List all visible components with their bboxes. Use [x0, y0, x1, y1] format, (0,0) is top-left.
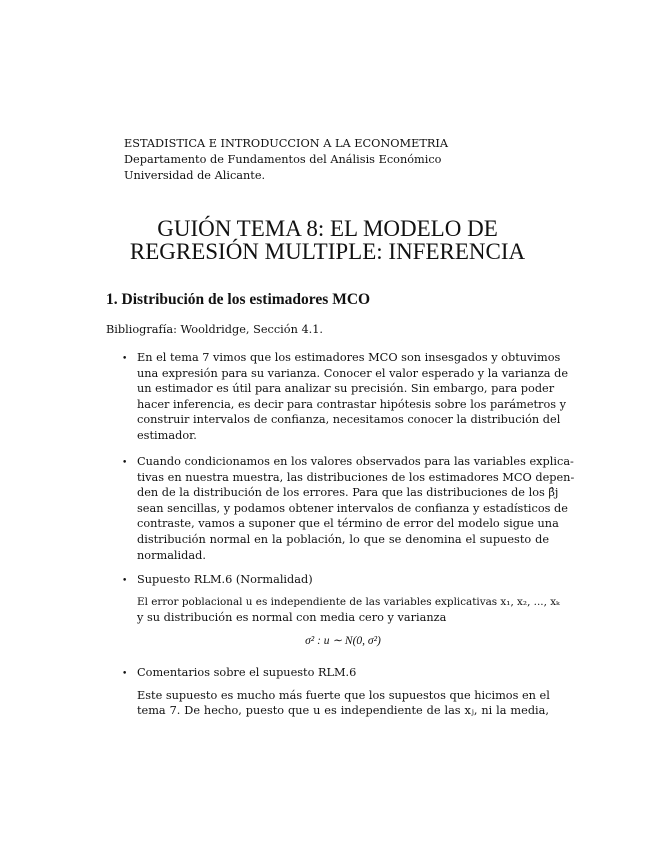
- paragraph-line: En el tema 7 vimos que los estimadores MCO son insesgados y obtuvimos: [137, 351, 561, 364]
- paragraph-line: estimador.: [137, 428, 197, 442]
- department-name: Departamento de Fundamentos del Análisis Económico: [124, 153, 442, 166]
- paragraph-line: distribución normal en la población, lo que se denomina el supuesto de: [137, 532, 549, 546]
- page-title-line-1: GUIÓN TEMA 8: EL MODELO DE: [157, 216, 498, 241]
- paragraph-line: construir intervalos de confianza, necesitamos conocer la distribución del: [137, 413, 561, 427]
- paragraph-line: Cuando condicionamos en los valores observados para las variables explica-: [137, 455, 574, 468]
- paragraph-line: Este supuesto es mucho más fuerte que los supuestos que hicimos en el: [137, 688, 550, 702]
- paragraph-line: El error poblacional u es independiente de las variables explicativas x₁, x₂, ..., xₖ: [137, 595, 560, 608]
- bullet-marker: •: [122, 458, 128, 468]
- page-title-line-2: REGRESIÓN MULTIPLE: INFERENCIA: [129, 239, 526, 264]
- university-name: Universidad de Alicante.: [124, 169, 266, 182]
- bullet-paragraph-3: [137, 572, 560, 626]
- paragraph-line: hacer inferencia, es decir para contrastar hipótesis sobre los parámetros y: [137, 397, 567, 411]
- paragraph-line: una expresión para su varianza. Conocer el valor esperado y la varianza de: [137, 366, 569, 380]
- comments-title: Comentarios sobre el supuesto RLM.6: [137, 666, 357, 679]
- paragraph-line: den de la distribución de los errores. Para que las distribuciones de los β̂j: [137, 486, 559, 500]
- bullet-paragraph-2: [137, 454, 575, 563]
- bibliography-note: Bibliografía: Wooldridge, Sección 4.1.: [106, 323, 324, 336]
- section-heading: 1. Distribución de los estimadores MCO: [106, 291, 371, 308]
- bullet-marker: •: [122, 669, 128, 679]
- bullet-paragraph-1: [137, 350, 569, 444]
- paragraph-line: y su distribución es normal con media cero y varianza: [137, 611, 447, 625]
- assumption-title: Supuesto RLM.6 (Normalidad): [137, 573, 313, 586]
- paragraph-line: contraste, vamos a suponer que el término de error del modelo sigue una: [137, 517, 559, 531]
- bullet-marker: •: [122, 354, 128, 364]
- course-name: ESTADISTICA E INTRODUCCION A LA ECONOMETRIA: [124, 137, 449, 150]
- paragraph-line: un estimador es útil para analizar su precisión. Sin embargo, para poder: [137, 382, 555, 396]
- paragraph-line: tivas en nuestra muestra, las distribuciones de los estimadores MCO depen-: [137, 470, 575, 484]
- bullet-paragraph-4: [137, 665, 549, 719]
- paragraph-line: normalidad.: [137, 548, 206, 562]
- paragraph-line: tema 7. De hecho, puesto que u es independiente de las xⱼ, ni la media,: [137, 704, 549, 718]
- bullet-marker: •: [122, 576, 128, 586]
- normality-formula: σ² : u ∼ N(0, σ²): [305, 635, 381, 647]
- paragraph-line: sean sencillas, y podamos obtener intervalos de confianza y estadísticos de: [137, 501, 568, 515]
